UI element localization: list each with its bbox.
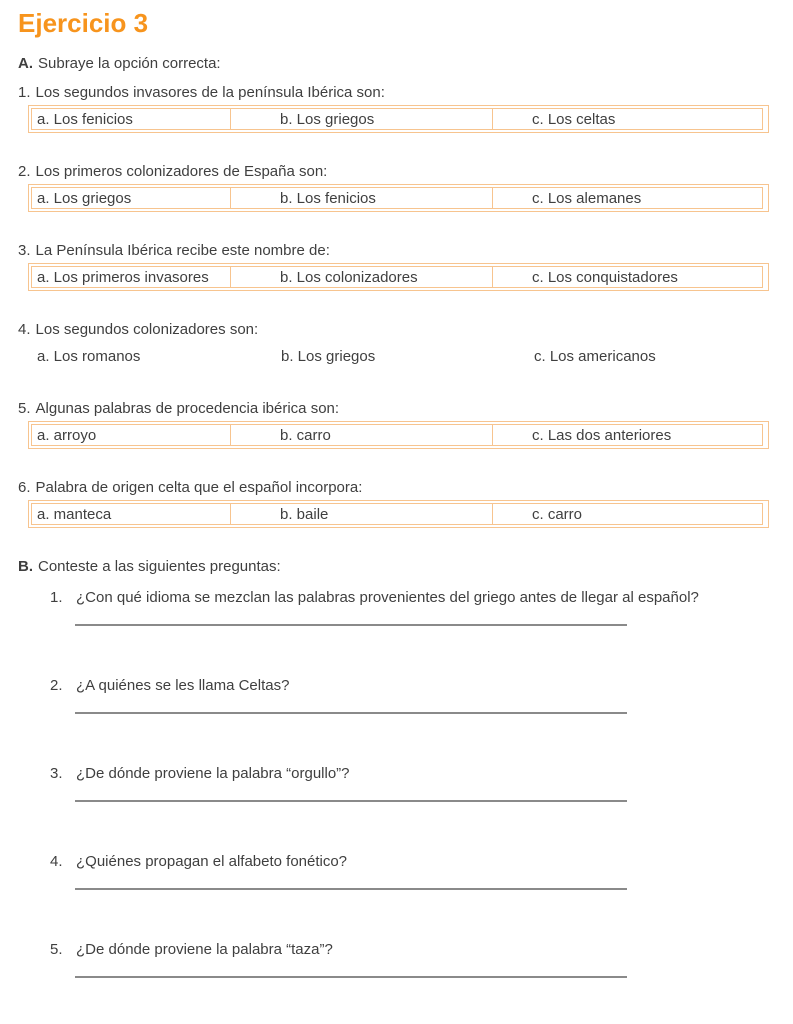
option-c[interactable]: c. Los celtas <box>492 108 763 130</box>
question-number: 6. <box>18 479 31 496</box>
open-question-text-5 <box>16 941 769 958</box>
question-number: 5. <box>50 941 63 958</box>
section-a-prefix: A. <box>18 55 33 72</box>
option-a[interactable]: a. Los griegos <box>31 187 231 209</box>
answer-line-2[interactable] <box>75 712 627 714</box>
open-question-text-4 <box>16 853 769 870</box>
open-question-text-2 <box>16 677 769 694</box>
mcq-block-4 <box>16 321 769 370</box>
question-number: 5. <box>18 400 31 417</box>
option-c[interactable]: c. Los conquistadores <box>492 266 763 288</box>
mcq-block-5 <box>16 400 769 449</box>
option-b[interactable]: b. Los colonizadores <box>230 266 493 288</box>
options-row-4 <box>28 342 769 370</box>
page-title: Ejercicio 3 <box>18 8 149 38</box>
option-a[interactable]: a. Los fenicios <box>31 108 231 130</box>
question-number: 2. <box>50 677 63 694</box>
open-question-block-1 <box>16 589 769 626</box>
option-a[interactable]: a. Los primeros invasores <box>31 266 231 288</box>
answer-line-4[interactable] <box>75 888 627 890</box>
open-question-block-4 <box>16 853 769 890</box>
option-a[interactable]: a. Los romanos <box>37 348 141 365</box>
option-c[interactable]: c. carro <box>492 503 763 525</box>
section-b-instruction: Conteste a las siguientes preguntas: <box>38 558 281 575</box>
option-b[interactable]: b. Los griegos <box>230 108 493 130</box>
question-number: 4. <box>18 321 31 338</box>
question-body: Palabra de origen celta que el español incorpora: <box>35 479 363 496</box>
question-number: 2. <box>18 163 31 180</box>
open-question-text-3 <box>16 765 769 782</box>
question-number: 1. <box>18 84 31 101</box>
answer-line-5[interactable] <box>75 976 627 978</box>
option-c[interactable]: c. Los alemanes <box>492 187 763 209</box>
question-number: 4. <box>50 853 63 870</box>
question-body: Los segundos colonizadores son: <box>35 321 259 338</box>
options-table-5 <box>28 421 769 449</box>
answer-line-3[interactable] <box>75 800 627 802</box>
question-number: 3. <box>50 765 63 782</box>
question-text-5 <box>18 400 769 417</box>
option-c[interactable]: c. Las dos anteriores <box>492 424 763 446</box>
question-text-6 <box>18 479 769 496</box>
question-number: 1. <box>50 589 63 606</box>
question-body: La Península Ibérica recibe este nombre de: <box>35 242 330 259</box>
question-text-1 <box>18 84 769 101</box>
question-body: Los primeros colonizadores de España son: <box>35 163 328 180</box>
option-a[interactable]: a. arroyo <box>31 424 231 446</box>
section-b-prefix: B. <box>18 558 33 575</box>
question-body: Algunas palabras de procedencia ibérica son: <box>35 400 340 417</box>
section-a-instruction: Subraye la opción correcta: <box>38 55 221 72</box>
mcq-block-3 <box>16 242 769 291</box>
question-text-4 <box>18 321 769 338</box>
options-table-6 <box>28 500 769 528</box>
open-question-block-5 <box>16 941 769 978</box>
option-c[interactable]: c. Los americanos <box>534 348 656 365</box>
option-b[interactable]: b. Los fenicios <box>230 187 493 209</box>
question-body: ¿Quiénes propagan el alfabeto fonético? <box>76 853 348 870</box>
question-text-2 <box>18 163 769 180</box>
question-body: ¿De dónde proviene la palabra “orgullo”? <box>76 765 350 782</box>
question-body: ¿Con qué idioma se mezclan las palabras provenientes del griego antes de llegar al español? <box>76 589 699 606</box>
question-number: 3. <box>18 242 31 259</box>
open-question-block-3 <box>16 765 769 802</box>
mcq-block-6 <box>16 479 769 528</box>
option-b[interactable]: b. Los griegos <box>281 348 376 365</box>
options-table-2 <box>28 184 769 212</box>
question-body: ¿A quiénes se les llama Celtas? <box>76 677 290 694</box>
open-question-block-2 <box>16 677 769 714</box>
options-table-1 <box>28 105 769 133</box>
section-b-label <box>18 558 769 575</box>
question-text-3 <box>18 242 769 259</box>
mcq-block-2 <box>16 163 769 212</box>
mcq-block-1 <box>16 84 769 133</box>
question-body: ¿De dónde proviene la palabra “taza”? <box>76 941 333 958</box>
section-a-label <box>18 55 769 72</box>
option-a[interactable]: a. manteca <box>31 503 231 525</box>
options-table-3 <box>28 263 769 291</box>
question-body: Los segundos invasores de la península Ibérica son: <box>35 84 385 101</box>
open-question-text-1 <box>16 589 769 606</box>
option-b[interactable]: b. carro <box>230 424 493 446</box>
answer-line-1[interactable] <box>75 624 627 626</box>
option-b[interactable]: b. baile <box>230 503 493 525</box>
